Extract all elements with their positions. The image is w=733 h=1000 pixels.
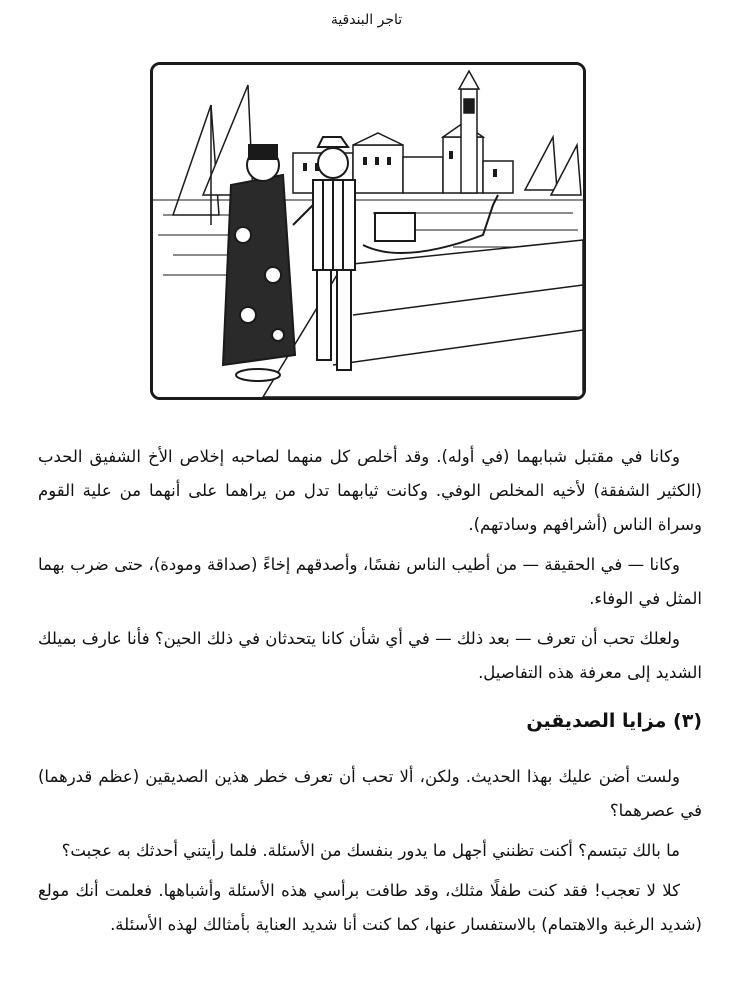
venice-illustration <box>150 62 586 400</box>
paragraph: كلا لا تعجب! فقد كنت طفلًا مثلك، وقد طافت برأسي هذه الأسئلة وأشباهها. فعلمت أنك مولع (شديد الرغبة والاهتمام) بالاستفسار عنها، كما كنت أنا شديد العناية بأمثالك لهذه الأسئلة. <box>38 881 702 934</box>
bell-tower <box>459 71 479 193</box>
paragraph: ولست أضن عليك بهذا الحديث. ولكن، ألا تحب أن تعرف خطر هذين الصديقين (عظم قدرهما) في عصرهما؟ <box>38 767 702 820</box>
paragraph: ما بالك تبتسم؟ أكنت تظنني أجهل ما يدور بنفسك من الأسئلة. فلما رأيتني أحدثك به عجبت؟ <box>61 841 680 860</box>
paragraph: وكانا في مقتبل شبابهما (في أوله). وقد أخلص كل منهما لصاحبه إخلاص الأخ الشفيق الحدب (الكثير الشفقة) لأخيه المخلص الوفي. وكانت ثيابهما تدل من يراهما على أنهما من علية القوم وسراة الناس (أشرافهم وسادتهم). <box>38 447 702 534</box>
paragraph: ولعلك تحب أن تعرف — بعد ذلك — في أي شأن كانا يتحدثان في ذلك الحين؟ فأنا عارف بميلك الشديد إلى معرفة هذه التفاصيل. <box>38 629 702 682</box>
section-heading: (٣) مزايا الصديقين <box>526 710 702 732</box>
story-text-section-1 <box>38 440 702 696</box>
page-header: تاجر البندقية <box>330 12 403 28</box>
story-text-section-2 <box>38 760 702 948</box>
paragraph: وكانا — في الحقيقة — من أطيب الناس نفسًا، وأصدقهم إخاءً (صداقة ومودة)، حتى ضرب بهما المثل في الوفاء. <box>38 555 702 608</box>
